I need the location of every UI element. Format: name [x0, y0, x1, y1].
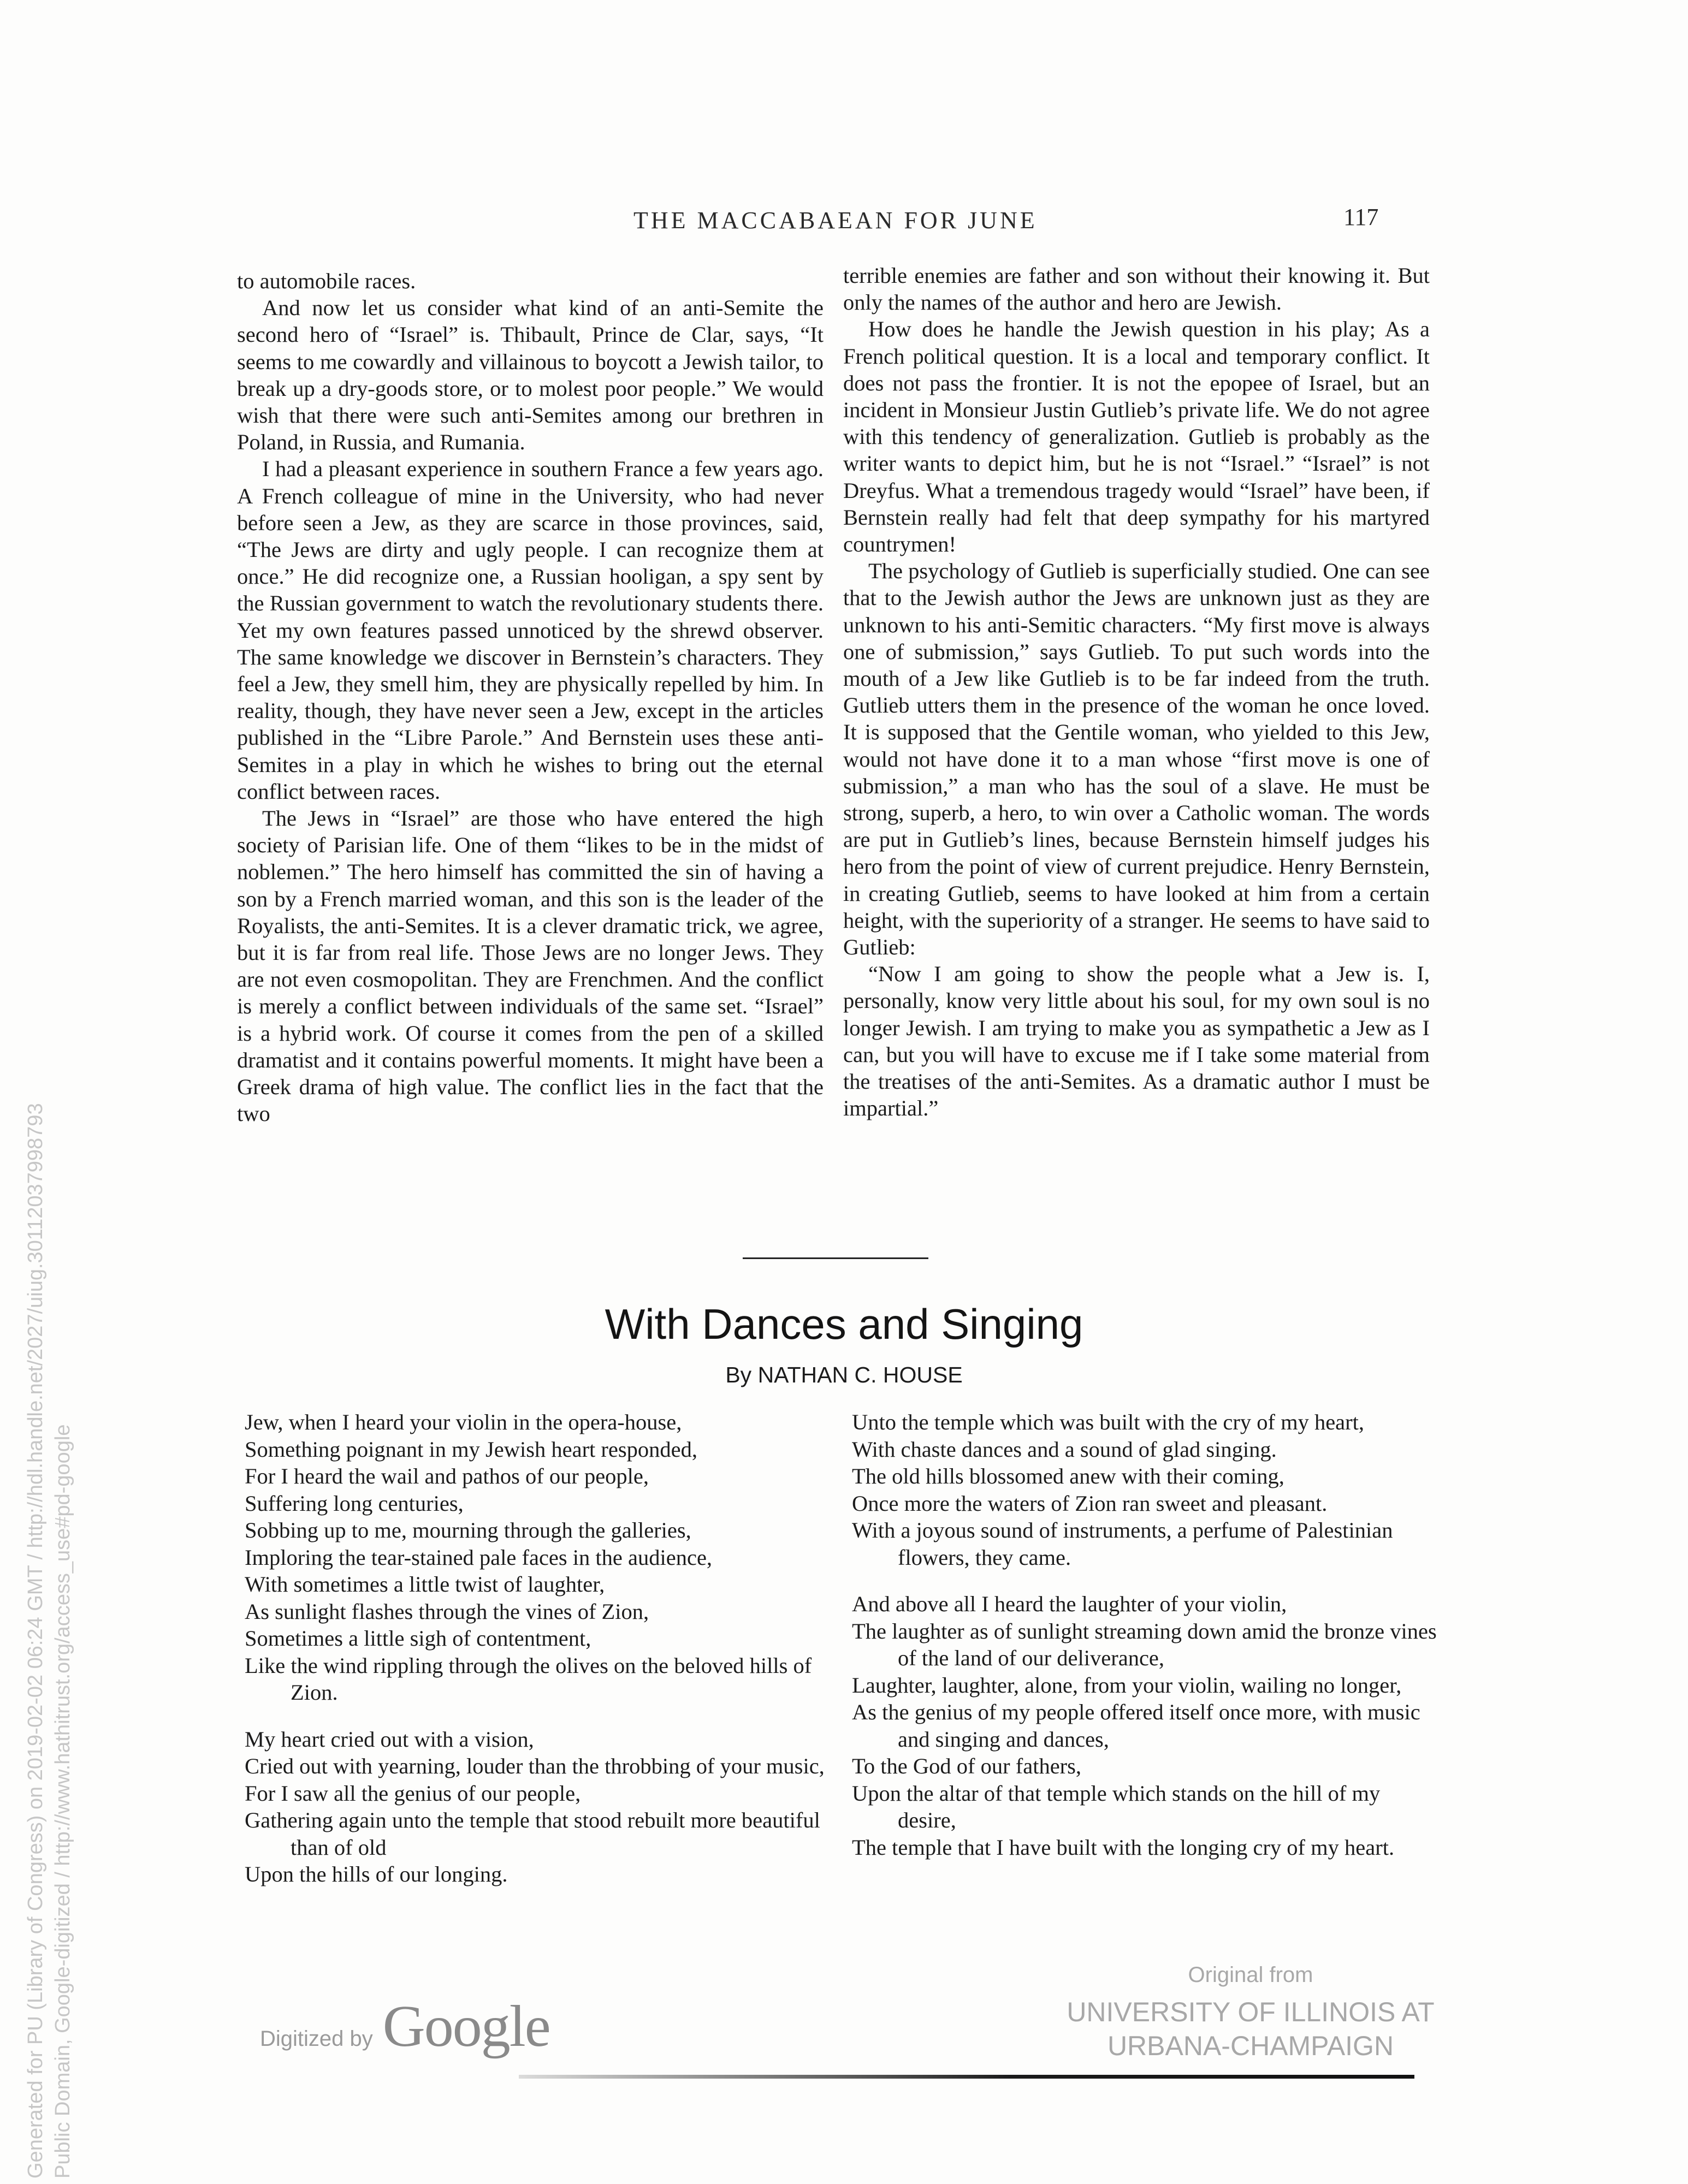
article-paragraph: to automobile races. [237, 269, 416, 293]
poem-line: Sobbing up to me, mourning through the galleries, [245, 1518, 691, 1542]
poem-line: Jew, when I heard your violin in the opera-house, [245, 1410, 682, 1434]
poem-line: For I heard the wail and pathos of our people, [245, 1464, 649, 1488]
poem-line: Something poignant in my Jewish heart responded, [245, 1437, 698, 1462]
google-watermark [260, 1993, 550, 2061]
poem-line: With chaste dances and a sound of glad singing. [852, 1437, 1277, 1462]
poem-line: Imploring the tear-stained pale faces in the audience, [245, 1545, 713, 1570]
university-line-2: URBANA-CHAMPAIGN [1107, 2031, 1394, 2061]
article-left-column [237, 268, 824, 1127]
poem-line: Upon the altar of that temple which stands on the hill of my desire, [852, 1781, 1381, 1832]
poem-line: For I saw all the genius of our people, [245, 1781, 581, 1806]
article-paragraph: I had a pleasant experience in southern France a few years ago. A French colleague of mine in the University, who had never before seen a Jew, as they are scarce in those provinces, said, “The Jews are dirty and ugly people. I can recognize them at once.” He did recognize one, a Russian hooligan, a spy sent by the Russian government to watch the revolutionary students there. Yet my own features passed unnoticed by the shrewd observer. The same knowledge we discover in Bernstein’s characters. They feel a Jew, they smell him, they are physically repelled by him. In reality, though, they have never seen a Jew, except in the articles published in the “Libre Parole.” And Bernstein uses these anti-Semites in a play in which he wishes to bring out the eternal conflict between races. [237, 456, 824, 804]
poem-line: Laughter, laughter, alone, from your violin, wailing no longer, [852, 1672, 1402, 1698]
digitized-by-label: Digitized by [260, 2027, 373, 2051]
poem-line: Upon the hills of our longing. [245, 1862, 508, 1886]
poem-line: Like the wind rippling through the olives on the beloved hills of Zion. [245, 1653, 812, 1705]
article-paragraph: terrible enemies are father and son without their knowing it. But only the names of the author and hero are Jewish. [843, 263, 1430, 315]
article-paragraph: “Now I am going to show the people what a Jew is. I, personally, know very little about his soul, for my own soul is no longer Jewish. I am trying to make you as sympathetic a Jew as I can, but you will have to excuse me if I take some material from the treatises of the anti-Semites. As a dramatic author I must be impartial.” [843, 962, 1430, 1121]
university-line-1: UNIVERSITY OF ILLINOIS AT [1067, 1997, 1435, 2027]
poem-line: Gathering again unto the temple that stood rebuilt more beautiful than of old [245, 1808, 820, 1860]
poem-line: With sometimes a little twist of laughter, [245, 1572, 605, 1597]
poem-line: Once more the waters of Zion ran sweet and pleasant. [852, 1491, 1328, 1516]
poem-title: With Dances and Singing [605, 1300, 1083, 1348]
side-stamp-line-1: Generated for PU (Library of Congress) on 2019-02-02 06:24 GMT / http://hdl.handle.net/2027/uiug.30112037998793 [24, 1103, 47, 2179]
poem-right-column [852, 1409, 1440, 1861]
poem-line: The old hills blossomed anew with their coming, [852, 1464, 1284, 1488]
original-from-label: Original from [1188, 1963, 1313, 1987]
article-paragraph: And now let us consider what kind of an anti-Semite the second hero of “Israel” is. Thibault, Prince de Clar, says, “It seems to me cowardly and villainous to boycott a Jewish tailor, to break up a dry-goods store, or to molest poor people.” We would wish that there were such anti-Semites among our brethren in Poland, in Russia, and Rumania. [237, 295, 824, 455]
side-stamp-line-2: Public Domain, Google-digitized / http://www.hathitrust.org/access_use#pd-google [51, 1424, 74, 2179]
poem-line: Suffering long centuries, [245, 1491, 464, 1516]
poem-line: Unto the temple which was built with the cry of my heart, [852, 1410, 1365, 1434]
article-paragraph: How does he handle the Jewish question in his play; As a French political question. It is a local and temporary conflict. It does not pass the frontier. It is not the epopee of Israel, but an incident in Monsieur Justin Gutlieb’s private life. We do not agree with this tendency of generalization. Gutlieb is probably as the writer wants to depict him, but he is not “Israel.” “Israel” is not Dreyfus. What a tremendous tragedy would “Israel” have been, if Bernstein really had felt that deep sympathy for his martyred countrymen! [843, 317, 1430, 557]
article-paragraph: The Jews in “Israel” are those who have entered the high society of Parisian life. One of them “likes to be in the midst of noblemen.” The hero himself has committed the sin of having a son by a French married woman, and this son is the leader of the Royalists, the anti-Semites. It is a clever dramatic trick, we agree, but it is far from real life. Those Jews are no longer Jews. They are not even cosmopolitan. They are Frenchmen. And the conflict is merely a conflict between individuals of the same set. “Israel” is a hybrid work. Of course it comes from the pen of a skilled dramatist and it contains powerful moments. It might have been a Greek drama of high value. The conflict lies in the fact that the two [237, 806, 824, 1126]
running-head: THE MACCABAEAN FOR JUNE [633, 207, 1038, 234]
stanza-break [245, 1706, 832, 1726]
poem-line: And above all I heard the laughter of your violin, [852, 1592, 1287, 1616]
poem-left-column [245, 1409, 832, 1888]
library-watermark [1038, 1963, 1464, 2063]
poem-line: To the God of our fathers, [852, 1754, 1082, 1778]
poem-line: As sunlight flashes through the vines of Zion, [245, 1599, 649, 1624]
article-paragraph: The psychology of Gutlieb is superficially studied. One can see that to the Jewish author the Jews are unknown just as they are unknown to his anti-Semitic characters. “My first move is always one of submission,” says Gutlieb. To put such words into the mouth of a Jew like Gutlieb is to be far indeed from the truth. Gutlieb utters them in the presence of the woman he once loved. It is supposed that the Gentile woman, who yielded to this Jew, would not have done it to a man whose “first move is one of submission,” a man who has the soul of a slave. He must be strong, superb, a hero, to win over a Catholic woman. The words are put in Gutlieb’s lines, because Bernstein himself judges his hero from the point of view of current prejudice. Henry Bernstein, in creating Gutlieb, seems to have looked at him from a certain height, with the superiority of a stranger. He seems to have said to Gutlieb: [843, 559, 1430, 960]
bottom-scan-rule [519, 2075, 1414, 2079]
poem-line: As the genius of my people offered itself once more, with music and singing and dances, [852, 1700, 1420, 1752]
poem-line: Cried out with yearning, louder than the throbbing of your music, [245, 1754, 825, 1778]
poem-line: Sometimes a little sigh of contentment, [245, 1626, 591, 1651]
page-number: 117 [1343, 204, 1379, 230]
google-logo: Google [382, 1994, 550, 2059]
poem-line: The temple that I have built with the longing cry of my heart. [852, 1835, 1395, 1860]
section-divider [743, 1257, 928, 1259]
poem-line: With a joyous sound of instruments, a perfume of Palestinian flowers, they came. [852, 1518, 1393, 1570]
poem-line: The laughter as of sunlight streaming down amid the bronze vines of the land of our deliverance, [852, 1618, 1437, 1670]
poem-byline: By NATHAN C. HOUSE [725, 1362, 963, 1387]
article-right-column [843, 262, 1430, 1122]
poem-line: My heart cried out with a vision, [245, 1726, 534, 1752]
stanza-break [852, 1571, 1440, 1590]
